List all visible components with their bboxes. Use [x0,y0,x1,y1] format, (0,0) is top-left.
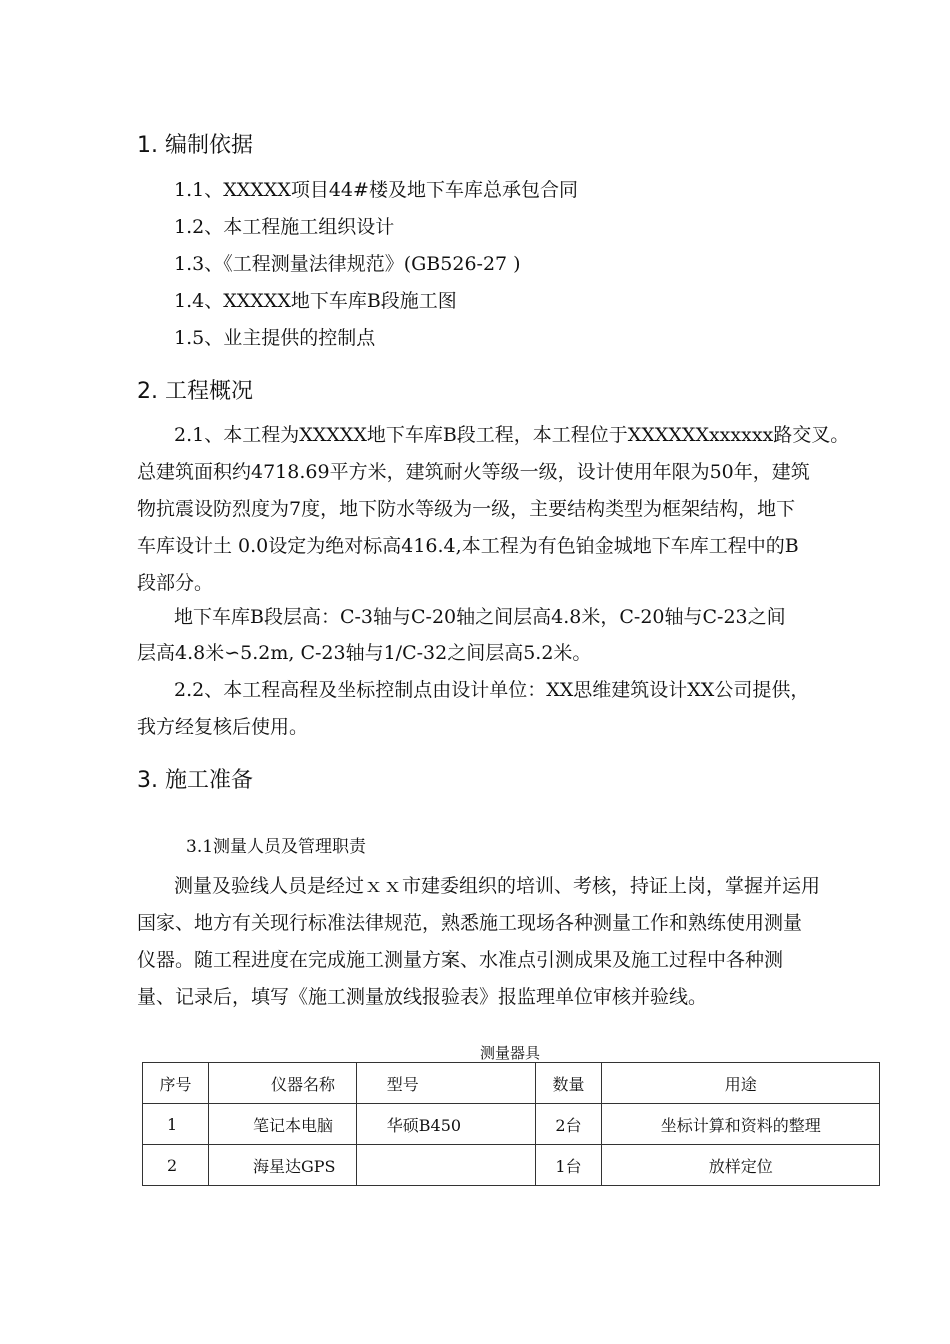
header-cell: 型号 [356,1063,535,1104]
paragraph-line: 仪器。随工程进度在完成施工测量方案、水准点引测成果及施工过程中各种测 [137,949,784,971]
paragraph-line: 物抗震设防烈度为7度，地下防水等级为一级，主要结构类型为框架结构，地下 [137,498,796,520]
header-cell: 序号 [143,1063,209,1104]
instrument-table [142,1062,880,1186]
paragraph-line: 测量及验线人员是经过ｘｘ市建委组织的培训、考核，持证上岗，掌握并运用 [174,875,821,897]
table-row [143,1145,880,1186]
table-caption: 测量器具 [479,1044,540,1062]
header-cell: 用途 [602,1063,880,1104]
table-cell [356,1145,535,1186]
section-1-heading: 1. 编制依据 [137,133,253,158]
table-cell: 笔记本电脑 [208,1104,356,1145]
paragraph-line: 段部分。 [137,572,214,594]
table-cell: 1 [143,1104,209,1145]
table-cell: 坐标计算和资料的整理 [602,1104,880,1145]
paragraph-line: 量、记录后，填写《施工测量放线报验表》报监理单位审核并验线。 [137,986,708,1008]
section-2-heading: 2. 工程概况 [137,379,253,404]
list-item: 1.1、XXXXX项目44#楼及地下车库总承包合同 [174,179,578,201]
paragraph-line: 层高4.8米∽5.2m, C-23轴与1/C-32之间层高5.2米。 [137,642,592,664]
table-row [143,1104,880,1145]
paragraph-line: 国家、地方有关现行标准法律规范，熟悉施工现场各种测量工作和熟练使用测量 [137,912,803,934]
header-cell: 数量 [535,1063,602,1104]
list-item: 1.5、业主提供的控制点 [174,327,376,349]
table-header-row [143,1063,880,1104]
table-cell: 2台 [535,1104,602,1145]
paragraph-line: 我方经复核后使用。 [137,716,309,738]
paragraph-line: 地下车库B段层高：C-3轴与C-20轴之间层高4.8米，C-20轴与C-23之间 [174,606,786,628]
section-3-heading: 3. 施工准备 [137,768,253,793]
table-cell: 2 [143,1145,209,1186]
list-item: 1.2、本工程施工组织设计 [174,216,395,238]
paragraph-line: 总建筑面积约4718.69平方米，建筑耐火等级一级，设计使用年限为50年，建筑 [137,461,810,483]
table-cell: 1台 [535,1145,602,1186]
paragraph-line: 车库设计土 0.0设定为绝对标高416.4,本工程为有色铂金城地下车库工程中的B [137,535,799,557]
table-cell: 放样定位 [602,1145,880,1186]
paragraph-line: 2.1、本工程为XXXXX地下车库B段工程，本工程位于XXXXXXxxxxxx路交叉。 [174,424,850,446]
table-cell: 海星达GPS [208,1145,356,1186]
paragraph-line: 2.2、本工程高程及坐标控制点由设计单位：XX思维建筑设计XX公司提供， [174,679,810,701]
list-item: 1.4、XXXXX地下车库B段施工图 [174,290,457,312]
table-cell: 华硕B450 [356,1104,535,1145]
header-cell: 仪器名称 [208,1063,356,1104]
list-item: 1.3、《工程测量法律规范》(GB526-27 ) [174,253,521,275]
subsection-title: 3.1测量人员及管理职责 [186,837,367,857]
